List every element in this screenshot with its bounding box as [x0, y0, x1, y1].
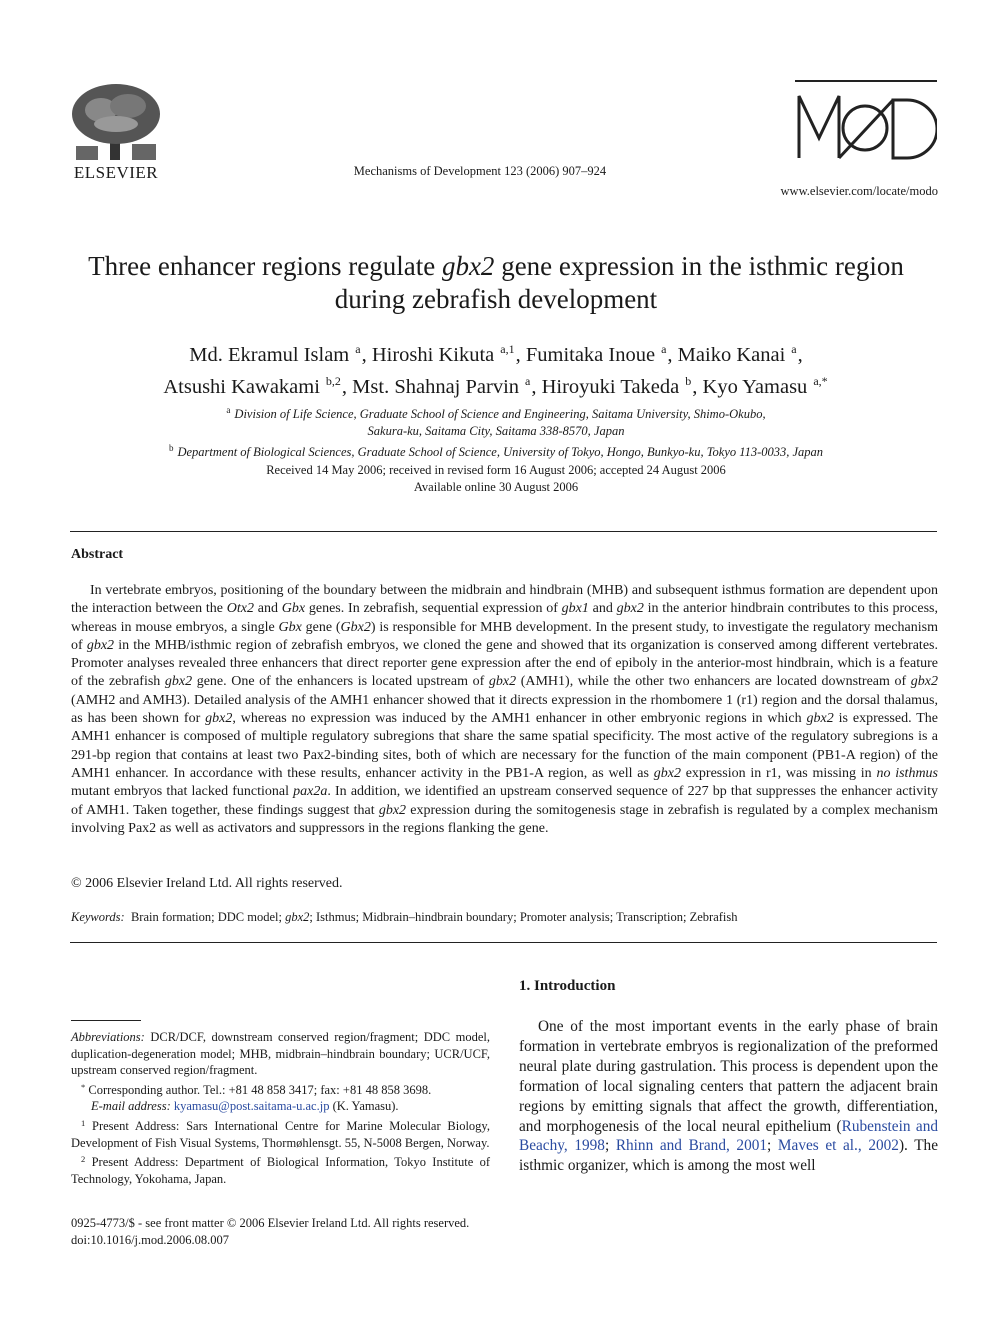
author-name: Atsushi Kawakami	[163, 376, 320, 398]
affiliation-b: $^b$ Department of Biological Sciences, Graduate School of Science, University of Tokyo, Hongo, Bunkyo-ku, Tokyo 113-0033, Japan	[168, 443, 824, 459]
author-name: Hiroyuki Takeda	[541, 376, 680, 398]
introduction-text: One of the most important events in the early phase of brain formation in vertebrate embryos is regionalization of the preformed neural plate during gastrulation. This process is dependent upon the formation of local signaling centers that pattern the adjacent brain regions by emitting signals that affect the growth, differentiation, and morphogenesis of the local neural epithelium (Rubenstein and Beachy, 1998; Rhinn and Brand, 2001; Maves et al., 2002). The isthmic organizer, which is among the most well	[519, 1018, 938, 1175]
author-affiliation-mark: b,2	[325, 374, 341, 388]
doi-line[interactable]: doi:10.1016/j.mod.2006.08.007	[71, 1233, 229, 1247]
abstract-copyright: © 2006 Elsevier Ireland Ltd. All rights reserved.	[71, 876, 343, 891]
author-name: Maiko Kanai	[677, 344, 786, 366]
footnote-2: $^2$ Present Address: Department of Biological Information, Tokyo Institute of Technology, Yokohama, Japan.	[71, 1154, 490, 1186]
email-link[interactable]: kyamasu@post.saitama-u.ac.jp	[173, 1099, 330, 1114]
author-affiliation-mark: a	[525, 374, 531, 388]
section-heading-introduction: 1. Introduction	[519, 978, 616, 994]
affiliation-a-cont: Sakura-ku, Saitama City, Saitama 338-8570, Japan	[367, 424, 625, 438]
abstract-text: In vertebrate embryos, positioning of the boundary between the midbrain and hindbrain (MHB) and subsequent isthmus formation are dependent upon the interaction between the Otx2 and Gbx genes. In zebrafish, sequential expression of gbx1 and gbx2 in the anterior hindbrain contributes to this process, whereas in mouse embryos, a single Gbx gene (Gbx2) is responsible for MHB development. In the present study, to investigate the regulatory mechanism of gbx2 in the MHB/isthmic region of zebrafish embryos, we cloned the gene and showed that its organization is conserved among different vertebrates. Promoter analyses revealed three enhancers that direct reporter gene expression after the end of epiboly in the anterior-most hindbrain, which is a feature of the zebrafish gbx2 gene. One of the enhancers is located upstream of gbx2 (AMH1), while the other two enhancers are located downstream of gbx2 (AMH2 and AMH3). Detailed analysis of the AMH1 enhancer showed that it directs expression in the rhombomere 1 (r1) region and the dorsal thalamus, as has been shown for gbx2, whereas no expression was induced by the AMH1 enhancer in other embryonic regions in which gbx2 is expressed. The AMH1 enhancer is composed of multiple regulatory subregions that share the same spatial specificity. The most active of the regulatory subregions is a 291-bp region that contains at least two Pax2-binding sites, both of which are necessary for the function of the main component (PB1-A region) of the AMH1 enhancer. In accordance with these results, enhancer activity in the PB1-A region, as well as gbx2 expression in r1, was missing in no isthmus mutant embryos that lacked functional pax2a. In addition, we identified an upstream conserved sequence of 227 bp that suppresses the enhancer activity of AMH1. Taken together, these findings suggest that gbx2 expression during the somitogenesis stage in zebrafish is regulated by a complex mechanism involving Pax2 as well as activators and suppressors in the regions flanking the gene.	[71, 583, 939, 836]
citation-link[interactable]: Rubenstein and Beachy, 1998	[519, 1117, 938, 1155]
author-separator: ,	[515, 344, 521, 366]
footnote-abbreviations: Abbreviations: DCR/DCF, downstream conserved region/fragment; DDC model, duplication-degeneration model; MHB, midbrain–hindbrain boundary; UCR/UCF, upstream conserved region/fragment.	[71, 1030, 490, 1078]
affiliations	[60, 402, 932, 461]
author-name: Hiroshi Kikuta	[371, 344, 495, 366]
abstract-heading: Abstract	[71, 547, 124, 562]
article-title: Three enhancer regions regulate gbx2 gene expression in the isthmic region during zebrafish development	[88, 251, 904, 314]
divider-top	[70, 531, 937, 532]
journal-url[interactable]: www.elsevier.com/locate/modo	[780, 184, 938, 198]
journal-logo	[795, 78, 937, 168]
issn-line: 0925-4773/$ - see front matter © 2006 Elsevier Ireland Ltd. All rights reserved.	[71, 1216, 470, 1230]
footnote-1: $^1$ Present Address: Sars International Centre for Marine Molecular Biology, Development of Fish Visual Systems, Thormøhlensgt. 55, N-5008 Bergen, Norway.	[71, 1117, 490, 1150]
author-name: Fumitaka Inoue	[525, 344, 656, 366]
footnote-rule	[71, 1020, 141, 1021]
author-list	[60, 336, 932, 400]
author-name: Mst. Shahnaj Parvin	[352, 376, 520, 398]
author-affiliation-mark: a,1	[500, 342, 515, 356]
author-affiliation-mark: a	[791, 342, 797, 356]
online-date: Available online 30 August 2006	[413, 480, 579, 494]
author-affiliation-mark: b	[685, 374, 692, 388]
author-separator: ,	[692, 376, 698, 398]
author-affiliation-mark: a,*	[813, 374, 828, 388]
author-separator: ,	[667, 344, 673, 366]
footnote-corresponding: * Corresponding author. Tel.: +81 48 858 3417; fax: +81 48 858 3698.	[81, 1081, 432, 1097]
journal-reference: Mechanisms of Development 123 (2006) 907–924	[353, 164, 607, 178]
article-dates	[60, 462, 932, 496]
author-separator: ,	[797, 344, 803, 366]
issn-doi	[71, 1215, 571, 1249]
author-name: Md. Ekramul Islam	[189, 344, 350, 366]
author-name: Kyo Yamasu	[702, 376, 808, 398]
author-separator: ,	[361, 344, 367, 366]
author-separator: ,	[531, 376, 537, 398]
citation-link[interactable]: Rhinn and Brand, 2001	[615, 1137, 768, 1155]
received-dates: Received 14 May 2006; received in revised form 16 August 2006; accepted 24 August 2006	[266, 463, 726, 477]
footnote-email: E-mail address: kyamasu@post.saitama-u.ac.jp (K. Yamasu).	[91, 1099, 399, 1114]
divider-bottom	[70, 942, 937, 943]
author-affiliation-mark: a	[355, 342, 361, 356]
author-affiliation-mark: a	[661, 342, 667, 356]
citation-link[interactable]: Maves et al., 2002	[777, 1137, 899, 1155]
author-separator: ,	[341, 376, 348, 398]
affiliation-a: $^a$ Division of Life Science, Graduate School of Science and Engineering, Saitama University, Shimo-Okubo,	[226, 405, 766, 421]
keywords: Keywords: Brain formation; DDC model; gbx2; Isthmus; Midbrain–hindbrain boundary; Promoter analysis; Transcription; Zebrafish	[71, 910, 738, 924]
footnotes	[71, 1029, 490, 1187]
publisher-name: ELSEVIER	[73, 163, 159, 182]
